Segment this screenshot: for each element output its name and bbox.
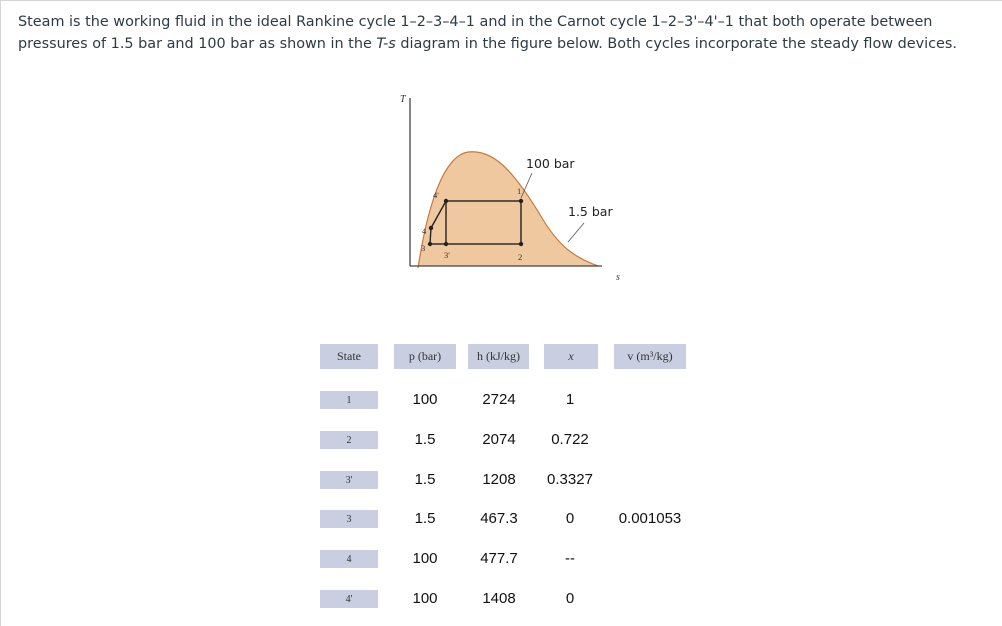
- problem-statement: [18, 11, 978, 55]
- quality-value: 0: [565, 590, 575, 607]
- ts-diagram: [390, 90, 640, 290]
- state-cell: 3: [320, 510, 378, 528]
- quality-value: 0.3327: [547, 471, 593, 488]
- state-cell: 1: [320, 391, 378, 409]
- point-3: [428, 242, 432, 246]
- problem-text-ts: T-s: [376, 36, 396, 52]
- quality-value: 1: [565, 391, 575, 408]
- enthalpy-value: 1208: [482, 471, 516, 488]
- specific-volume-value: 0.001053: [618, 510, 682, 527]
- pressure-value: 100: [412, 550, 438, 567]
- problem-text-part-1: Steam is the working fluid in the ideal Rankine cycle 1–2–3–4–1 and in the Carnot cycle 1–2–3'–4'–1 that both operate between pressures of 1.5 bar and 100 bar as shown in the: [18, 14, 933, 52]
- pressure-value: 100: [412, 391, 438, 408]
- header-x: x: [544, 344, 598, 369]
- point-1: [519, 199, 523, 203]
- state-cell: 4': [320, 590, 378, 608]
- pump-line-3-4: [430, 228, 431, 244]
- enthalpy-value: 2724: [482, 391, 516, 408]
- quality-value: 0: [565, 510, 575, 527]
- pressure-value: 1.5: [414, 510, 436, 527]
- pressure-value: 1.5: [414, 471, 436, 488]
- point-4: [429, 226, 433, 230]
- enthalpy-value: 477.7: [480, 550, 518, 567]
- pressure-value: 1.5: [414, 431, 436, 448]
- header-h: h (kJ/kg): [468, 344, 529, 369]
- problem-text-part-2: diagram in the figure below. Both cycles incorporate the steady flow devices.: [395, 36, 957, 52]
- pressure-value: 100: [412, 590, 438, 607]
- axis-label-s: s: [616, 272, 620, 283]
- label-1.5-bar: 1.5 bar: [568, 204, 613, 219]
- header-state: State: [320, 344, 378, 369]
- enthalpy-value: 467.3: [480, 510, 518, 527]
- point-label-1: 1: [517, 186, 522, 196]
- point-2: [519, 242, 523, 246]
- point-label-3: 3: [421, 243, 426, 253]
- point-label-4: 4: [422, 226, 427, 236]
- frame-border-top: [0, 0, 1002, 1]
- point-label-4p: 4': [433, 190, 439, 200]
- state-cell: 4: [320, 550, 378, 568]
- frame-border-left: [0, 0, 1, 626]
- point-label-2: 2: [518, 252, 523, 262]
- quality-value: --: [565, 550, 575, 567]
- header-v: v (m³/kg): [614, 344, 686, 369]
- enthalpy-value: 1408: [482, 590, 516, 607]
- state-cell: 2: [320, 431, 378, 449]
- state-cell: 3': [320, 471, 378, 489]
- header-p: p (bar): [394, 344, 456, 369]
- point-4p: [444, 199, 448, 203]
- enthalpy-value: 2074: [482, 431, 516, 448]
- point-3p: [444, 242, 448, 246]
- axis-label-t: T: [400, 94, 406, 105]
- leader-1.5bar: [568, 223, 584, 242]
- point-label-3p: 3': [444, 250, 450, 260]
- quality-value: 0.722: [551, 431, 589, 448]
- label-100-bar: 100 bar: [526, 156, 575, 171]
